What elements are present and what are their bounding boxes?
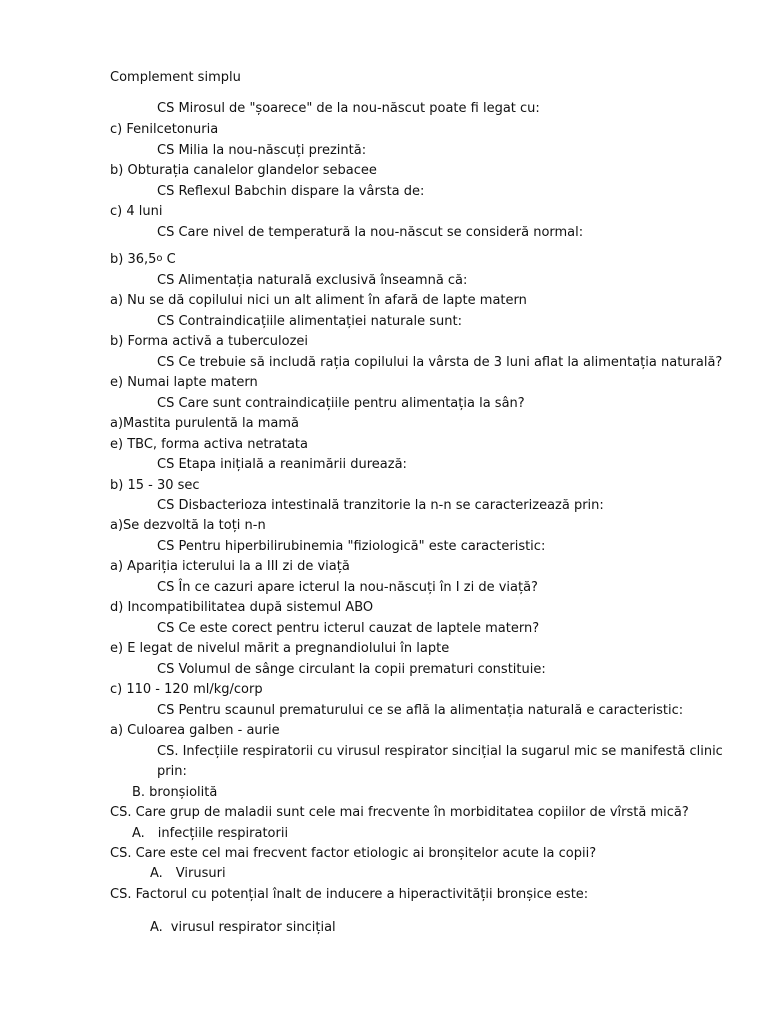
page-title: Complement simplu [110, 70, 241, 85]
answer-15: a) Culoarea galben - aurie [110, 723, 280, 738]
question-18: CS. Care este cel mai frecvent factor etiologic ai bronșitelor acute la copii? [110, 846, 597, 861]
answer-12: d) Incompatibilitatea după sistemul ABO [110, 600, 374, 615]
answer-6: b) Forma activă a tuberculozei [110, 334, 309, 349]
question-3: CS Reflexul Babchin dispare la vârsta de: [157, 184, 425, 199]
question-4: CS Care nivel de temperatură la nou-născut se consideră normal: [157, 225, 584, 240]
question-17: CS. Care grup de maladii sunt cele mai frecvente în morbiditatea copiilor de vîrstă mică? [110, 805, 689, 820]
question-2: CS Milia la nou-născuți prezintă: [157, 143, 367, 158]
answer-9: b) 15 - 30 sec [110, 478, 200, 493]
question-1: CS Mirosul de "șoarece" de la nou-născut poate fi legat cu: [157, 101, 540, 116]
answer-14: c) 110 - 120 ml/kg/corp [110, 682, 263, 697]
answer-4-value: b) 36,5 [110, 252, 157, 267]
answer-17-text: infecțiile respiratorii [157, 826, 289, 841]
answer-4 [110, 252, 176, 269]
question-9: CS Etapa inițială a reanimării durează: [157, 457, 407, 472]
answer-19 [150, 920, 336, 936]
answer-2: b) Obturația canalelor glandelor sebacee [110, 163, 377, 178]
answer-8b: e) TBC, forma activa netratata [110, 437, 308, 452]
question-16-continued: prin: [157, 764, 187, 779]
answer-7: e) Numai lapte matern [110, 375, 258, 390]
question-6: CS Contraindicațiile alimentației naturale sunt: [157, 314, 462, 329]
question-16: CS. Infecțiile respiratorii cu virusul respirator sincițial la sugarul mic se manifestă clinic [157, 744, 723, 759]
answer-4-unit: C [162, 252, 176, 267]
answer-3: c) 4 luni [110, 204, 163, 219]
answer-8a: a)Mastita purulentă la mamă [110, 416, 299, 431]
question-13: CS Ce este corect pentru icterul cauzat de laptele matern? [157, 621, 540, 636]
answer-19-text: virusul respirator sincițial [170, 920, 336, 935]
answer-19-marker: A. [150, 920, 163, 935]
answer-17-marker: A. [132, 826, 145, 841]
question-10: CS Disbacterioza intestinală tranzitorie la n-n se caracterizează prin: [157, 498, 604, 513]
answer-18-marker: A. [150, 866, 163, 881]
answer-11: a) Apariția icterului la a III zi de viață [110, 559, 350, 574]
answer-5: a) Nu se dă copilului nici un alt aliment în afară de lapte matern [110, 293, 527, 308]
question-11: CS Pentru hiperbilirubinemia "fiziologică" este caracteristic: [157, 539, 546, 554]
answer-18-text: Virusuri [175, 866, 226, 881]
question-7: CS Ce trebuie să includă rația copilului la vârsta de 3 luni aflat la alimentația naturală? [157, 355, 723, 370]
answer-17 [132, 826, 288, 842]
question-8: CS Care sunt contraindicațiile pentru alimentația la sân? [157, 396, 525, 411]
degree-symbol: o [156, 253, 163, 264]
question-15: CS Pentru scaunul prematurului ce se află la alimentația naturală e caracteristic: [157, 703, 684, 718]
answer-16: B. bronșiolită [132, 785, 218, 800]
question-5: CS Alimentația naturală exclusivă înseamnă că: [157, 273, 468, 288]
question-19: CS. Factorul cu potențial înalt de inducere a hiperactivității bronșice este: [110, 887, 589, 902]
answer-18 [150, 866, 226, 882]
answer-13: e) E legat de nivelul mărit a pregnandiolului în lapte [110, 641, 450, 656]
answer-1: c) Fenilcetonuria [110, 122, 219, 137]
question-14: CS Volumul de sânge circulant la copii prematuri constituie: [157, 662, 546, 677]
answer-10: a)Se dezvoltă la toți n-n [110, 518, 266, 533]
question-12: CS În ce cazuri apare icterul la nou-născuți în I zi de viață? [157, 580, 538, 595]
